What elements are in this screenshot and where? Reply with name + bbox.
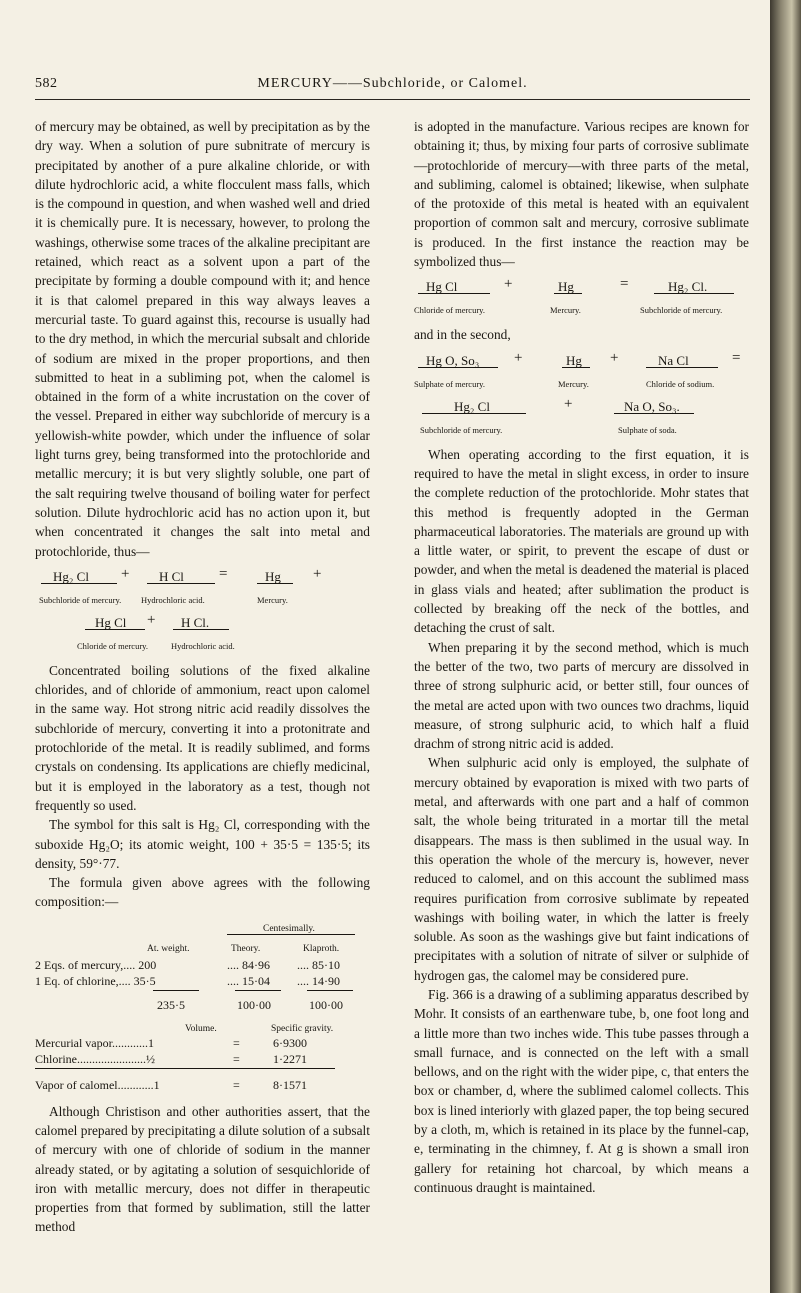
table-heading: Centesimally.: [263, 923, 315, 934]
page-number: 582: [35, 76, 58, 91]
formula: Hg₂ Cl.: [668, 279, 708, 295]
operator: +: [610, 349, 619, 366]
operator: +: [504, 276, 513, 293]
formula-label: Chloride of mercury.: [414, 305, 485, 316]
formula-label: Chloride of mercury.: [77, 640, 148, 651]
table-cell: 2 Eqs. of mercury,.... 200: [35, 957, 157, 972]
formula: Hg Cl: [95, 614, 127, 630]
paragraph: and in the second,: [414, 327, 511, 343]
formula-label: Sulphate of soda.: [618, 424, 677, 435]
formula-label: Chloride of sodium.: [646, 378, 715, 389]
paragraph: Concentrated boiling solutions of the fixed alkaline chlorides, and of chloride of ammonium, react upon calomel in the same way. Hot strong nitric acid readily dissolves the subchloride of mercury, converting it into a protonitrate and protochloride of the metal. It is readily sublimed, and forms crystals on condensing. Its applications are chiefly medicinal, but it is employed in the laboratory as a test, though not frequently so used.: [35, 662, 370, 813]
table-total: 100·00: [309, 997, 343, 1012]
paragraph: When operating according to the first equation, it is required to have the metal in slight excess, in order to insure the complete reduction of the protochloride. Mohr states that this method is frequently adopted in the German pharmaceutical laboratories. The materials are ground up with a little water, or spirit, to prevent the escape of dust or powder, and when the metal is deadened the material is placed in glass vials and heated; after sublimation the product is collected by breaking off the neck of the bottles, and detaching the crust of salt.: [414, 446, 749, 636]
formula-label: Mercury.: [558, 378, 589, 389]
formula: Hg Cl: [426, 279, 458, 295]
table-cell: 1·2271: [273, 1051, 307, 1066]
operator: =: [219, 565, 228, 582]
right-column: [414, 117, 749, 1197]
paragraph: When preparing it by the second method, which is much the better of the two, two parts of mercury are dissolved in three of strong sulphuric acid, or better still, four ounces of the metal are acted upon with two ounces two drachms, liquid measure, of strong sulphuric acid, to which half a fluid drachm of strong nitric acid is added.: [414, 639, 749, 752]
formula-label: Hydrochloric acid.: [141, 594, 205, 605]
operator: +: [147, 611, 156, 628]
table-cell: 6·9300: [273, 1035, 307, 1050]
operator: +: [121, 565, 130, 582]
table-cell: 1 Eq. of chlorine,.... 35·5: [35, 973, 156, 988]
table-cell: =: [233, 1051, 240, 1066]
composition-table: [35, 918, 370, 1096]
table-cell: .... 14·90: [297, 973, 340, 988]
formula: Hg: [558, 279, 574, 295]
paragraph: When sulphuric acid only is employed, the sulphate of mercury obtained by evaporation is mixed with two parts of metal, and afterwards with one part and a half of common salt, the whole being triturated in a mortar till the metal disappears. The mass is then sublimed in the usual way. In this operation the whole of the mercury is, however, never reduced to calomel, and on this account the sublimed mass requires purification from corrosive sublimate by repeated washings with boiling water, in which the latter is freely soluble. As soon as the washings give but faint indications of precipitates with a solution of nitrate of silver or sulphide of hydrogen gas, the calomel may be considered pure.: [414, 755, 749, 983]
formula: Hg O, So₃: [426, 352, 480, 368]
paragraph: The formula given above agrees with the following composition:—: [35, 875, 370, 910]
table-total: 8·1571: [273, 1077, 307, 1092]
operator: =: [732, 349, 741, 366]
running-header: [35, 76, 750, 98]
table-cell: .... 85·10: [297, 957, 340, 972]
left-column: [35, 117, 370, 1237]
column-header: Klaproth.: [303, 943, 340, 954]
book-page-edge: [770, 0, 801, 1293]
paragraph: is adopted in the manufacture. Various recipes are known for obtaining it; thus, by mixing four parts of corrosive sublimate—protochloride of mercury—with three parts of the metal, and subliming, calomel is obtained; likewise, when sulphate of the protoxide of this metal is heated with an equivalent proportion of common salt and mercury, corrosive sublimate is produced. In the first instance the reaction may be symbolized thus—: [414, 119, 749, 270]
equation-hydrochloric: [35, 567, 370, 659]
column-header: At. weight.: [147, 943, 190, 954]
running-title: MERCURY——Subchloride, or Calomel.: [257, 76, 528, 91]
table-total: =: [233, 1077, 240, 1092]
formula: Na O, So₃.: [624, 398, 680, 414]
paragraph: Fig. 366 is a drawing of a subliming apparatus described by Mohr. It consists of an earthenware tube, b, one foot long and a little more than two inches wide. This tube passes through a small furnace, and is connected on the left with a small bellows, and on the right with the wider pipe, c, that enters the box or chamber, d, where the sublimed calomel collects. This box is lined interiorly with glazed paper, the top being secured by a cloth, m, which is retained in its place by the funnel-cap, e, terminating in the chimney, f. At g is shown a small iron gallery for retaining hot charcoal, by which means a continuous draught is maintained.: [414, 986, 749, 1195]
operator: =: [620, 276, 629, 293]
formula-label: Subchloride of mercury.: [640, 305, 723, 316]
formula-label: Sulphate of mercury.: [414, 378, 485, 389]
equation-first: [414, 277, 749, 323]
formula: Na Cl: [658, 352, 689, 368]
formula: Hg: [265, 568, 281, 584]
formula-label: Mercury.: [550, 305, 581, 316]
table-cell: .... 15·04: [227, 973, 270, 988]
sum-rule: [235, 990, 281, 991]
formula-label: Mercury.: [257, 594, 288, 605]
table-cell: Mercurial vapor............1: [35, 1035, 154, 1050]
header-rule: [35, 99, 750, 100]
formula-label: Subchloride of mercury.: [39, 594, 122, 605]
table-cell: =: [233, 1035, 240, 1050]
formula-label: Subchloride of mercury.: [420, 424, 503, 435]
paragraph: Although Christison and other authorities assert, that the calomel prepared by precipitating a dilute solution of a subsalt of mercury with one of chloride of sodium in the manner already stated, or by agitating a solution of sesquichloride of iron with metallic mercury, does not differ in therapeutic properties from that formed by sublimation, still the latter method: [35, 1103, 370, 1235]
sum-rule: [307, 990, 353, 991]
table-cell: Chlorine.......................½: [35, 1051, 155, 1066]
operator: +: [564, 395, 573, 412]
paragraph: of mercury may be obtained, as well by precipitation as by the dry way. When a solution of pure subnitrate of mercury is precipitated by another of a pure alkaline chloride, or with dilute hydrochloric acid, a white flocculent mass falls, which is the compound in question, and when washed well and dried it is chemically pure. It is necessary, however, to prolong the washings, otherwise some traces of the alkaline precipitant are retained, which react as a solvent upon a part of the precipitate by forming a double compound with it; and hence it is that calomel prepared in this way always leaves a mercurial taste. To guard against this, recourse is usually had to the dry method, in which the mercurial subsalt and chloride of sodium are mixed in the proper proportions, and then submitted to heat in a subliming pot, when the calomel is obtained in the form of a white incrustation on the cover of the vessel. Prepared in either way subchloride of mercury is a yellowish-white powder, which under the influence of solar light turns grey, being transformed into the protochloride and metallic mercury; it is but very slightly soluble, one part of the salt requiring twelve thousand of boiling water for perfect solution. Dilute hydrochloric acid has no action upon it, but when concentrated it changes the salt into metal and protochloride, thus—: [35, 119, 371, 559]
column-header: Theory.: [231, 943, 261, 954]
paragraph: The symbol for this salt is Hg₂ Cl, corresponding with the suboxide Hg₂O; its atomic weight, 100 + 35·5 = 135·5; its density, 59°·77.: [35, 817, 370, 871]
formula: Hg₂ Cl: [454, 398, 490, 414]
formula: H Cl: [159, 568, 184, 584]
operator: +: [313, 565, 322, 582]
brace: [227, 934, 355, 935]
formula-label: Hydrochloric acid.: [171, 640, 235, 651]
column-header: Specific gravity.: [271, 1023, 334, 1034]
sum-rule: [35, 1068, 335, 1069]
table-total: 235·5: [157, 997, 185, 1012]
formula: Hg: [566, 352, 582, 368]
column-header: Volume.: [185, 1023, 217, 1034]
table-cell: .... 84·96: [227, 957, 270, 972]
table-total: Vapor of calomel............1: [35, 1077, 160, 1092]
sum-rule: [153, 990, 199, 991]
equation-second: [414, 351, 749, 443]
table-total: 100·00: [237, 997, 271, 1012]
operator: +: [514, 349, 523, 366]
formula: H Cl.: [181, 614, 210, 630]
formula: Hg₂ Cl: [53, 568, 89, 584]
